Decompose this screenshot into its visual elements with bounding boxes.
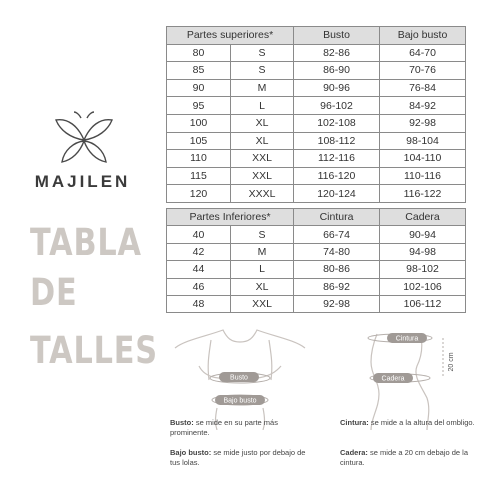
majilen-logo-icon [48,108,120,170]
table-cell: 70-76 [380,62,466,80]
table-cell: 84-92 [380,97,466,115]
table-cell: 96-102 [294,97,380,115]
table-header-row [167,209,466,226]
table-cell: 86-90 [294,62,380,80]
cintura-tag-label: Cintura [395,335,419,343]
table-cell: 105 [167,132,231,150]
table-row [167,185,466,203]
bajo-busto-tag-label: Bajo busto [223,397,257,405]
table-cell: 110-116 [380,167,466,185]
table-cell: M [231,243,294,260]
table-cell: 86-92 [294,278,380,295]
busto-tag-label: Busto [230,374,248,382]
note-cintura [340,418,480,428]
measurement-diagram [165,318,470,430]
table-cell: 115 [167,167,231,185]
cadera-tag-label: Cadera [381,375,405,383]
table-cell: XL [231,132,294,150]
header-cadera: Cadera [380,209,466,226]
table-row [167,278,466,295]
table-cell: 42 [167,243,231,260]
note-cadera [340,448,480,468]
table-cell: 120-124 [294,185,380,203]
table-cell: 102-108 [294,114,380,132]
note-cintura-text: se mide a la altura del ombligo. [368,418,475,427]
table-cell: 116-120 [294,167,380,185]
table-cell: 92-98 [380,114,466,132]
table-cell: 98-102 [380,261,466,278]
note-cadera-term: Cadera: [340,448,368,457]
table-cell: XXL [231,167,294,185]
table-cell: XXL [231,295,294,312]
table-cell: XL [231,278,294,295]
table-cell: XXXL [231,185,294,203]
table-cell: 104-110 [380,150,466,168]
table-cell: 40 [167,226,231,243]
note-cintura-term: Cintura: [340,418,369,427]
header-partes-superiores: Partes superiores* [167,27,294,45]
top-size-table [166,26,466,203]
note-busto-term: Busto: [170,418,194,427]
bottom-size-table [166,208,466,313]
header-cintura: Cintura [294,209,380,226]
table-row [167,295,466,312]
table-row [167,62,466,80]
page-title-line-2: DE [30,271,78,314]
table-row [167,226,466,243]
table-cell: 48 [167,295,231,312]
table-cell: S [231,62,294,80]
table-cell: 46 [167,278,231,295]
header-partes-inferiores: Partes Inferiores* [167,209,294,226]
table-cell: 112-116 [294,150,380,168]
distance-label: 20 cm [448,352,455,372]
table-header-row [167,27,466,45]
table-cell: 94-98 [380,243,466,260]
note-busto-text: se mide en su parte más prominente. [170,418,278,437]
table-cell: 100 [167,114,231,132]
table-row [167,79,466,97]
table-row [167,261,466,278]
note-bajo-busto-term: Bajo busto: [170,448,212,457]
table-cell: 90-96 [294,79,380,97]
table-cell: 64-70 [380,44,466,62]
header-bajo-busto: Bajo busto [380,27,466,45]
table-cell: 85 [167,62,231,80]
table-cell: 98-104 [380,132,466,150]
note-busto [170,418,315,438]
table-cell: XL [231,114,294,132]
table-cell: 90-94 [380,226,466,243]
note-bajo-busto [170,448,315,468]
note-cadera-text: se mide a 20 cm debajo de la cintura. [340,448,468,467]
table-cell: 102-106 [380,278,466,295]
table-cell: 95 [167,97,231,115]
table-cell: 80-86 [294,261,380,278]
table-row [167,150,466,168]
table-cell: M [231,79,294,97]
table-cell: 74-80 [294,243,380,260]
table-row [167,44,466,62]
table-cell: 90 [167,79,231,97]
table-row [167,132,466,150]
table-cell: 66-74 [294,226,380,243]
table-cell: L [231,261,294,278]
table-row [167,114,466,132]
table-cell: 76-84 [380,79,466,97]
table-cell: 110 [167,150,231,168]
table-cell: 82-86 [294,44,380,62]
brand-name: MAJILEN [34,172,131,191]
table-cell: 116-122 [380,185,466,203]
table-cell: 80 [167,44,231,62]
table-cell: S [231,226,294,243]
page-title-line-3: TALLES [30,329,158,372]
note-bajo-busto-text: se mide justo por debajo de tus lolas. [170,448,306,467]
table-row [167,243,466,260]
header-busto: Busto [294,27,380,45]
table-row [167,167,466,185]
table-cell: 120 [167,185,231,203]
table-row [167,97,466,115]
table-cell: 108-112 [294,132,380,150]
table-cell: 92-98 [294,295,380,312]
table-cell: 106-112 [380,295,466,312]
page-title-line-1: TABLA [30,221,142,264]
table-cell: 44 [167,261,231,278]
table-cell: L [231,97,294,115]
table-cell: S [231,44,294,62]
table-cell: XXL [231,150,294,168]
